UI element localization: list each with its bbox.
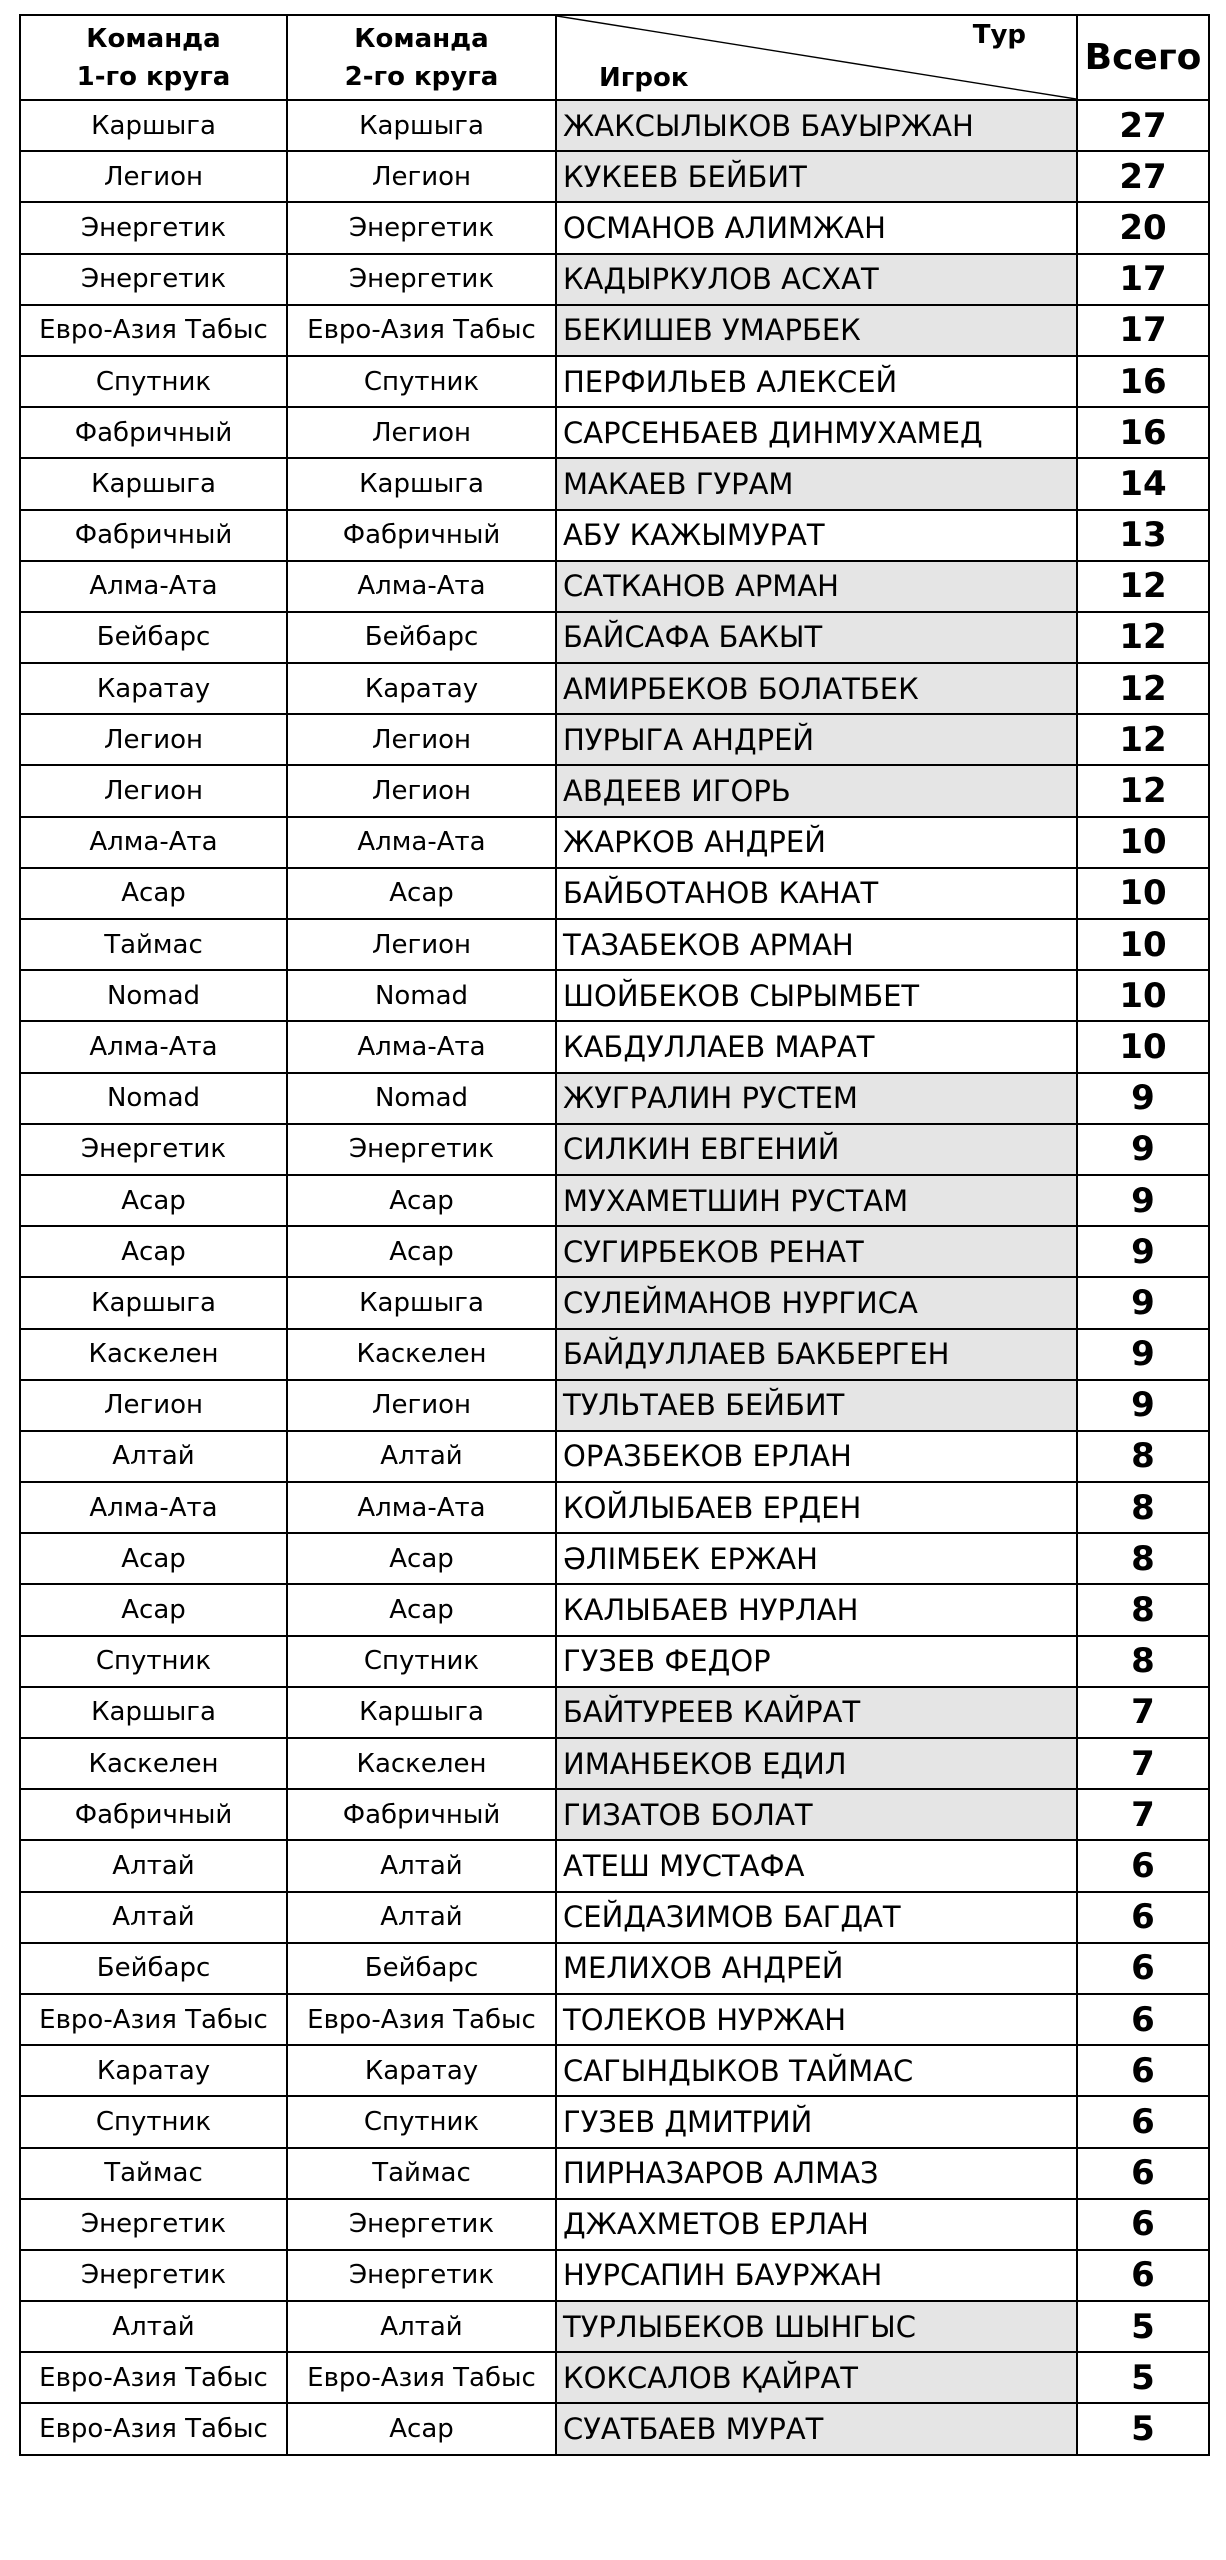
total-goals-cell: 8 — [1077, 1636, 1209, 1687]
total-goals-cell: 20 — [1077, 202, 1209, 253]
team-round2-cell: Асар — [287, 1226, 556, 1277]
team-round2-cell: Спутник — [287, 1636, 556, 1687]
team-round1-cell: Таймас — [20, 2148, 287, 2199]
total-goals-cell: 6 — [1077, 2199, 1209, 2250]
team-round1-cell: Евро-Азия Табыс — [20, 1994, 287, 2045]
team-round1-cell: Энергетик — [20, 2199, 287, 2250]
table-row — [20, 561, 1209, 612]
total-goals-cell: 9 — [1077, 1277, 1209, 1328]
total-goals-cell: 12 — [1077, 612, 1209, 663]
total-goals-cell: 16 — [1077, 356, 1209, 407]
table-row — [20, 1533, 1209, 1584]
team-round1-cell: Энергетик — [20, 2250, 287, 2301]
team-round2-cell: Евро-Азия Табыс — [287, 2352, 556, 2403]
team-round1-cell: Легион — [20, 1380, 287, 1431]
player-name-cell: СУГИРБЕКОВ РЕНАТ — [556, 1226, 1077, 1277]
team-round2-cell: Евро-Азия Табыс — [287, 305, 556, 356]
player-name-cell: КУКЕЕВ БЕЙБИТ — [556, 151, 1077, 202]
team-round2-cell: Каратау — [287, 2045, 556, 2096]
table-row — [20, 1994, 1209, 2045]
team-round2-cell: Энергетик — [287, 202, 556, 253]
team-round1-cell: Бейбарс — [20, 612, 287, 663]
table-row — [20, 1738, 1209, 1789]
team-round1-cell: Каратау — [20, 2045, 287, 2096]
total-goals-cell: 14 — [1077, 458, 1209, 509]
player-name-cell: ПУРЫГА АНДРЕЙ — [556, 714, 1077, 765]
team-round1-cell: Асар — [20, 868, 287, 919]
total-goals-cell: 12 — [1077, 714, 1209, 765]
team-round2-cell: Алтай — [287, 1840, 556, 1891]
player-name-cell: БАЙТУРЕЕВ КАЙРАТ — [556, 1687, 1077, 1738]
total-goals-cell: 6 — [1077, 2096, 1209, 2147]
player-name-cell: АБУ КАЖЫМУРАТ — [556, 510, 1077, 561]
header-team-round1 — [20, 15, 287, 100]
team-round1-cell: Фабричный — [20, 1789, 287, 1840]
player-name-cell: КОЙЛЫБАЕВ ЕРДЕН — [556, 1482, 1077, 1533]
team-round2-cell: Таймас — [287, 2148, 556, 2199]
table-row — [20, 612, 1209, 663]
table-row — [20, 970, 1209, 1021]
team-round1-cell: Легион — [20, 151, 287, 202]
total-goals-cell: 6 — [1077, 1892, 1209, 1943]
table-row — [20, 254, 1209, 305]
total-goals-cell: 12 — [1077, 561, 1209, 612]
table-row — [20, 202, 1209, 253]
player-name-cell: БАЙДУЛЛАЕВ БАКБЕРГЕН — [556, 1329, 1077, 1380]
team-round1-cell: Алтай — [20, 1892, 287, 1943]
team-round1-cell: Энергетик — [20, 254, 287, 305]
team-round2-cell: Каскелен — [287, 1738, 556, 1789]
team-round1-cell: Алтай — [20, 1431, 287, 1482]
table-row — [20, 1021, 1209, 1072]
header-team-round2 — [287, 15, 556, 100]
player-name-cell: ГУЗЕВ ФЕДОР — [556, 1636, 1077, 1687]
team-round1-cell: Энергетик — [20, 202, 287, 253]
team-round2-cell: Бейбарс — [287, 1943, 556, 1994]
player-name-cell: СУЛЕЙМАНОВ НУРГИСА — [556, 1277, 1077, 1328]
total-goals-cell: 6 — [1077, 2250, 1209, 2301]
total-goals-cell: 6 — [1077, 2045, 1209, 2096]
team-round2-cell: Алтай — [287, 1431, 556, 1482]
total-goals-cell: 9 — [1077, 1380, 1209, 1431]
player-name-cell: САТКАНОВ АРМАН — [556, 561, 1077, 612]
team-round1-cell: Алма-Ата — [20, 1482, 287, 1533]
player-name-cell: МАКАЕВ ГУРАМ — [556, 458, 1077, 509]
player-name-cell: АТЕШ МУСТАФА — [556, 1840, 1077, 1891]
total-goals-cell: 6 — [1077, 1840, 1209, 1891]
total-goals-cell: 10 — [1077, 1021, 1209, 1072]
team-round1-cell: Каршыга — [20, 100, 287, 151]
player-name-cell: ПЕРФИЛЬЕВ АЛЕКСЕЙ — [556, 356, 1077, 407]
team-round1-cell: Энергетик — [20, 1124, 287, 1175]
team-round2-cell: Каршыга — [287, 100, 556, 151]
table-row — [20, 1073, 1209, 1124]
team-round1-cell: Алма-Ата — [20, 561, 287, 612]
table-row — [20, 1277, 1209, 1328]
team-round2-cell: Спутник — [287, 356, 556, 407]
player-name-cell: БАЙСАФА БАКЫТ — [556, 612, 1077, 663]
team-round1-cell: Евро-Азия Табыс — [20, 2403, 287, 2454]
header-round-label: Тур — [972, 20, 1026, 50]
team-round2-cell: Легион — [287, 151, 556, 202]
table-row — [20, 919, 1209, 970]
total-goals-cell: 5 — [1077, 2352, 1209, 2403]
team-round2-cell: Бейбарс — [287, 612, 556, 663]
table-row — [20, 305, 1209, 356]
player-name-cell: ӘЛІМБЕК ЕРЖАН — [556, 1533, 1077, 1584]
player-name-cell: НУРСАПИН БАУРЖАН — [556, 2250, 1077, 2301]
team-round1-cell: Асар — [20, 1175, 287, 1226]
table-row — [20, 1584, 1209, 1635]
table-row — [20, 1329, 1209, 1380]
team-round2-cell: Алма-Ата — [287, 1482, 556, 1533]
table-row — [20, 510, 1209, 561]
team-round1-cell: Асар — [20, 1584, 287, 1635]
total-goals-cell: 5 — [1077, 2403, 1209, 2454]
total-goals-cell: 7 — [1077, 1687, 1209, 1738]
player-name-cell: ЖАКСЫЛЫКОВ БАУЫРЖАН — [556, 100, 1077, 151]
team-round1-cell: Каратау — [20, 663, 287, 714]
table-row — [20, 2250, 1209, 2301]
total-goals-cell: 8 — [1077, 1431, 1209, 1482]
team-round2-cell: Каршыга — [287, 1277, 556, 1328]
table-row — [20, 1687, 1209, 1738]
player-name-cell: КАЛЫБАЕВ НУРЛАН — [556, 1584, 1077, 1635]
player-name-cell: СЕЙДАЗИМОВ БАГДАТ — [556, 1892, 1077, 1943]
player-name-cell: ЖУГРАЛИН РУСТЕМ — [556, 1073, 1077, 1124]
total-goals-cell: 5 — [1077, 2301, 1209, 2352]
player-name-cell: ОРАЗБЕКОВ ЕРЛАН — [556, 1431, 1077, 1482]
table-row — [20, 1175, 1209, 1226]
total-goals-cell: 6 — [1077, 1994, 1209, 2045]
team-round2-cell: Каратау — [287, 663, 556, 714]
total-goals-cell: 12 — [1077, 663, 1209, 714]
table-row — [20, 868, 1209, 919]
team-round2-cell: Легион — [287, 1380, 556, 1431]
total-goals-cell: 27 — [1077, 100, 1209, 151]
table-row — [20, 1943, 1209, 1994]
team-round2-cell: Спутник — [287, 2096, 556, 2147]
header-total: Всего — [1077, 15, 1209, 100]
team-round2-cell: Каскелен — [287, 1329, 556, 1380]
team-round2-cell: Евро-Азия Табыс — [287, 1994, 556, 2045]
player-name-cell: ТАЗАБЕКОВ АРМАН — [556, 919, 1077, 970]
table-row — [20, 1482, 1209, 1533]
header-row — [20, 15, 1209, 100]
player-name-cell: БЕКИШЕВ УМАРБЕК — [556, 305, 1077, 356]
total-goals-cell: 8 — [1077, 1533, 1209, 1584]
total-goals-cell: 9 — [1077, 1073, 1209, 1124]
table-row — [20, 458, 1209, 509]
total-goals-cell: 10 — [1077, 970, 1209, 1021]
table-row — [20, 1226, 1209, 1277]
header-team1-line1: Команда — [86, 23, 221, 54]
total-goals-cell: 8 — [1077, 1584, 1209, 1635]
team-round1-cell: Легион — [20, 765, 287, 816]
team-round2-cell: Nomad — [287, 1073, 556, 1124]
total-goals-cell: 27 — [1077, 151, 1209, 202]
player-name-cell: СИЛКИН ЕВГЕНИЙ — [556, 1124, 1077, 1175]
table-row — [20, 663, 1209, 714]
player-name-cell: АМИРБЕКОВ БОЛАТБЕК — [556, 663, 1077, 714]
table-row — [20, 407, 1209, 458]
player-name-cell: КОКСАЛОВ ҚАЙРАТ — [556, 2352, 1077, 2403]
player-name-cell: САГЫНДЫКОВ ТАЙМАС — [556, 2045, 1077, 2096]
table-body — [20, 100, 1209, 2455]
player-name-cell: САРСЕНБАЕВ ДИНМУХАМЕД — [556, 407, 1077, 458]
team-round2-cell: Nomad — [287, 970, 556, 1021]
table-row — [20, 2403, 1209, 2454]
team-round1-cell: Алтай — [20, 2301, 287, 2352]
total-goals-cell: 9 — [1077, 1175, 1209, 1226]
total-goals-cell: 9 — [1077, 1329, 1209, 1380]
header-team1-line2: 1-го круга — [76, 61, 231, 92]
table-row — [20, 356, 1209, 407]
total-goals-cell: 7 — [1077, 1738, 1209, 1789]
table-row — [20, 1380, 1209, 1431]
player-name-cell: МЕЛИХОВ АНДРЕЙ — [556, 1943, 1077, 1994]
team-round2-cell: Асар — [287, 1584, 556, 1635]
table-row — [20, 817, 1209, 868]
team-round2-cell: Каршыга — [287, 1687, 556, 1738]
team-round2-cell: Алма-Ата — [287, 1021, 556, 1072]
total-goals-cell: 10 — [1077, 817, 1209, 868]
team-round1-cell: Спутник — [20, 2096, 287, 2147]
table-row — [20, 1840, 1209, 1891]
table-row — [20, 2199, 1209, 2250]
player-name-cell: КАБДУЛЛАЕВ МАРАТ — [556, 1021, 1077, 1072]
player-name-cell: АВДЕЕВ ИГОРЬ — [556, 765, 1077, 816]
player-name-cell: ТУРЛЫБЕКОВ ШЫНГЫС — [556, 2301, 1077, 2352]
table-row — [20, 714, 1209, 765]
table-row — [20, 2148, 1209, 2199]
team-round2-cell: Асар — [287, 1533, 556, 1584]
header-team2-line2: 2-го круга — [344, 61, 499, 92]
team-round1-cell: Каршыга — [20, 458, 287, 509]
team-round2-cell: Энергетик — [287, 2199, 556, 2250]
player-name-cell: ПИРНАЗАРОВ АЛМАЗ — [556, 2148, 1077, 2199]
table-row — [20, 1636, 1209, 1687]
team-round1-cell: Алма-Ата — [20, 1021, 287, 1072]
team-round1-cell: Легион — [20, 714, 287, 765]
team-round2-cell: Фабричный — [287, 1789, 556, 1840]
table-row — [20, 1431, 1209, 1482]
team-round1-cell: Алтай — [20, 1840, 287, 1891]
team-round1-cell: Фабричный — [20, 407, 287, 458]
table-row — [20, 2045, 1209, 2096]
team-round2-cell: Алма-Ата — [287, 817, 556, 868]
total-goals-cell: 17 — [1077, 254, 1209, 305]
player-name-cell: КАДЫРКУЛОВ АСХАТ — [556, 254, 1077, 305]
team-round1-cell: Фабричный — [20, 510, 287, 561]
team-round2-cell: Асар — [287, 868, 556, 919]
table-row — [20, 2352, 1209, 2403]
team-round1-cell: Алма-Ата — [20, 817, 287, 868]
player-name-cell: ОСМАНОВ АЛИМЖАН — [556, 202, 1077, 253]
table-row — [20, 2301, 1209, 2352]
player-name-cell: ТОЛЕКОВ НУРЖАН — [556, 1994, 1077, 2045]
team-round1-cell: Каскелен — [20, 1329, 287, 1380]
total-goals-cell: 16 — [1077, 407, 1209, 458]
total-goals-cell: 10 — [1077, 919, 1209, 970]
team-round2-cell: Асар — [287, 2403, 556, 2454]
table-row — [20, 151, 1209, 202]
team-round2-cell: Алма-Ата — [287, 561, 556, 612]
total-goals-cell: 9 — [1077, 1124, 1209, 1175]
player-name-cell: БАЙБОТАНОВ КАНАТ — [556, 868, 1077, 919]
header-player-label: Игрок — [599, 63, 689, 93]
player-name-cell: ДЖАХМЕТОВ ЕРЛАН — [556, 2199, 1077, 2250]
total-goals-cell: 17 — [1077, 305, 1209, 356]
total-goals-cell: 7 — [1077, 1789, 1209, 1840]
team-round1-cell: Каршыга — [20, 1687, 287, 1738]
player-name-cell: СУАТБАЕВ МУРАТ — [556, 2403, 1077, 2454]
team-round2-cell: Асар — [287, 1175, 556, 1226]
player-name-cell: ГУЗЕВ ДМИТРИЙ — [556, 2096, 1077, 2147]
team-round1-cell: Бейбарс — [20, 1943, 287, 1994]
team-round2-cell: Алтай — [287, 2301, 556, 2352]
team-round2-cell: Алтай — [287, 1892, 556, 1943]
total-goals-cell: 9 — [1077, 1226, 1209, 1277]
table-row — [20, 2096, 1209, 2147]
team-round2-cell: Энергетик — [287, 254, 556, 305]
total-goals-cell: 6 — [1077, 2148, 1209, 2199]
header-player-round-cell — [556, 15, 1077, 100]
total-goals-cell: 6 — [1077, 1943, 1209, 1994]
total-goals-cell: 8 — [1077, 1482, 1209, 1533]
total-goals-cell: 12 — [1077, 765, 1209, 816]
team-round1-cell: Асар — [20, 1533, 287, 1584]
team-round1-cell: Спутник — [20, 1636, 287, 1687]
team-round2-cell: Легион — [287, 407, 556, 458]
team-round2-cell: Каршыга — [287, 458, 556, 509]
team-round2-cell: Фабричный — [287, 510, 556, 561]
player-name-cell: ШОЙБЕКОВ СЫРЫМБЕТ — [556, 970, 1077, 1021]
team-round2-cell: Энергетик — [287, 1124, 556, 1175]
team-round1-cell: Nomad — [20, 970, 287, 1021]
team-round2-cell: Легион — [287, 714, 556, 765]
team-round1-cell: Асар — [20, 1226, 287, 1277]
team-round2-cell: Легион — [287, 919, 556, 970]
player-name-cell: ЖАРКОВ АНДРЕЙ — [556, 817, 1077, 868]
team-round1-cell: Таймас — [20, 919, 287, 970]
table-row — [20, 1789, 1209, 1840]
player-name-cell: ТУЛЬТАЕВ БЕЙБИТ — [556, 1380, 1077, 1431]
header-team2-line1: Команда — [354, 23, 489, 54]
team-round1-cell: Евро-Азия Табыс — [20, 305, 287, 356]
player-name-cell: МУХАМЕТШИН РУСТАМ — [556, 1175, 1077, 1226]
scorers-sheet — [19, 14, 1208, 2456]
scorers-table — [19, 14, 1210, 2456]
total-goals-cell: 13 — [1077, 510, 1209, 561]
table-row — [20, 1124, 1209, 1175]
player-name-cell: ГИЗАТОВ БОЛАТ — [556, 1789, 1077, 1840]
total-goals-cell: 10 — [1077, 868, 1209, 919]
table-row — [20, 765, 1209, 816]
team-round1-cell: Nomad — [20, 1073, 287, 1124]
team-round2-cell: Энергетик — [287, 2250, 556, 2301]
team-round1-cell: Евро-Азия Табыс — [20, 2352, 287, 2403]
player-name-cell: ИМАНБЕКОВ ЕДИЛ — [556, 1738, 1077, 1789]
table-row — [20, 1892, 1209, 1943]
table-row — [20, 100, 1209, 151]
team-round1-cell: Каршыга — [20, 1277, 287, 1328]
team-round2-cell: Легион — [287, 765, 556, 816]
team-round1-cell: Спутник — [20, 356, 287, 407]
team-round1-cell: Каскелен — [20, 1738, 287, 1789]
